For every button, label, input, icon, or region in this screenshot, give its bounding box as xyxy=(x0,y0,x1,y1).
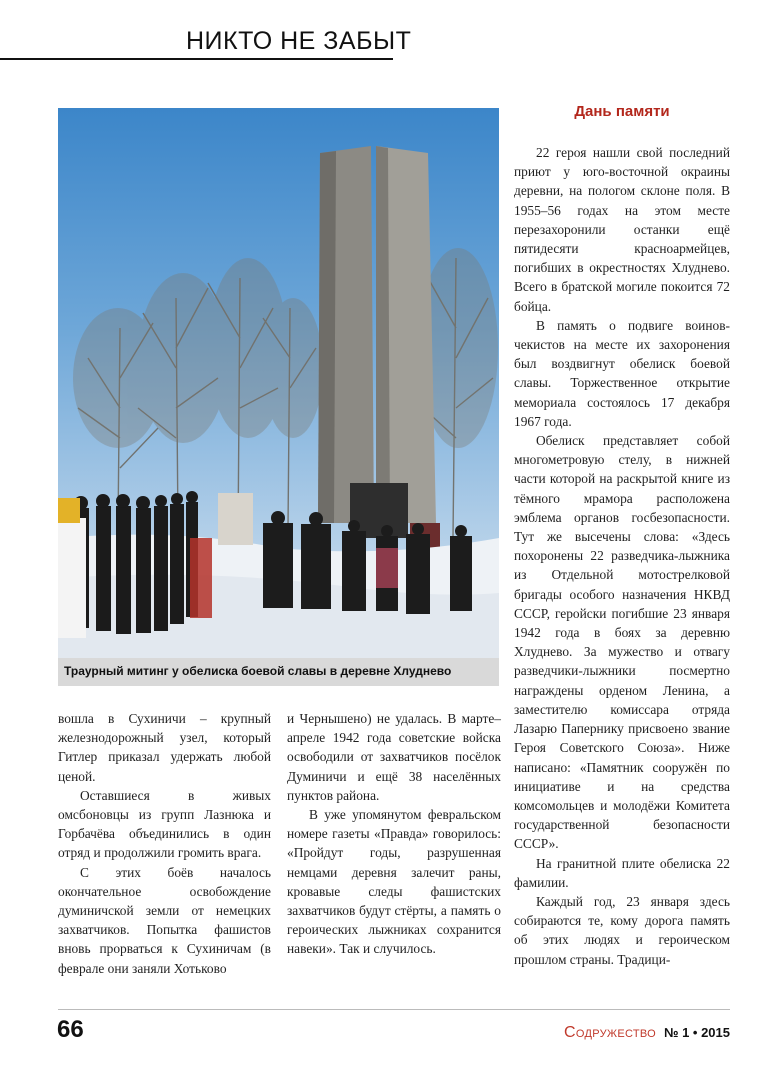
right-column xyxy=(514,143,730,969)
paragraph: Обелиск представляет собой многометровую стелу, в нижней части которой на раскрытой книге из тёмного мрамора расположена эмблема органов госбезопасности. Тут же высечены слова: «Здесь похоронены 22 разведчика-лыжника из Отдельной мотострелковой бригады особого назначения НКВД СССР, геройски погибшие 23 января 1942 года в боях за деревню Хлуднево. За мужество и отвагу разведчики-лыжники посмертно награждены орденом Ленина, а заместителю комиссара отряда Лазарю Папернику присвоено звание Героя Советского Союза». Ниже написано: «Памятник сооружён по инициативе и на средства комсомольцев и молодёжи Комитета государственной безопасности СССР». xyxy=(514,433,730,852)
obelisk xyxy=(318,146,436,523)
paragraph: вошла в Сухиничи – крупный железнодорожный узел, который Гитлер приказал удержать любой ценой. xyxy=(58,711,271,784)
photo-caption: Траурный митинг у обелиска боевой славы в деревне Хлуднево xyxy=(64,664,452,678)
memorial-photo xyxy=(58,108,499,658)
magazine-name: Содружество xyxy=(563,1024,656,1041)
header-rule xyxy=(0,58,393,60)
paragraph: и Чернышено) не удалась. В марте–апреле 1942 года советские войска освободили от захватчиков посёлок Думиничи и ещё 38 населённых пунктов района. xyxy=(287,711,501,803)
section-title: НИКТО НЕ ЗАБЫТ xyxy=(186,27,412,55)
paragraph: С этих боёв началось окончательное освобождение думиничской земли от немецких захватчиков. Попытка фашистов вновь прорваться к Сухиничам (в феврале они заняли Хотьково xyxy=(58,864,271,976)
paragraph: В память о подвиге воинов-чекистов на месте их захоронения был воздвигнут обелиск боевой славы. Торжественное открытие мемориала состоялось 17 декабря 1967 года. xyxy=(514,317,730,429)
middle-column xyxy=(287,709,501,959)
paragraph: В уже упомянутом февральском номере газеты «Правда» говорилось: «Пройдут годы, разрушенная немцами деревня залечит раны, кровавые следы фашистских захватчиков будут стёрты, а память о героических лыжниках сохранится навеки». Так и случилось. xyxy=(287,807,501,957)
paragraph: Каждый год, 23 января здесь собираются те, кому дорога память об этих людях и героическом прошлом страны. Традици- xyxy=(514,893,730,967)
caption-box xyxy=(58,658,499,686)
paragraph: 22 героя нашли свой последний приют у юго-восточной окраины деревни, на пологом склоне поля. В 1955–56 годах на этом месте перезахоронили останки ещё пятидесяти красноармейцев, погибших в окрестностях Хлуднево. Всего в братской могиле покоится 72 бойца. xyxy=(514,145,730,314)
issue-number: № 1 • 2015 xyxy=(663,1025,730,1040)
paragraph: На гранитной плите обелиска 22 фамилии. xyxy=(514,855,730,890)
paragraph: Оставшиеся в живых омсбоновцы из групп Лазнюка и Горбачёва объединились в один отряд и продолжили громить врага. xyxy=(58,787,271,861)
footer-rule xyxy=(58,1009,730,1010)
section-heading: Дань памяти xyxy=(574,103,670,120)
left-column xyxy=(58,709,271,978)
page-number: 66 xyxy=(57,1016,84,1043)
